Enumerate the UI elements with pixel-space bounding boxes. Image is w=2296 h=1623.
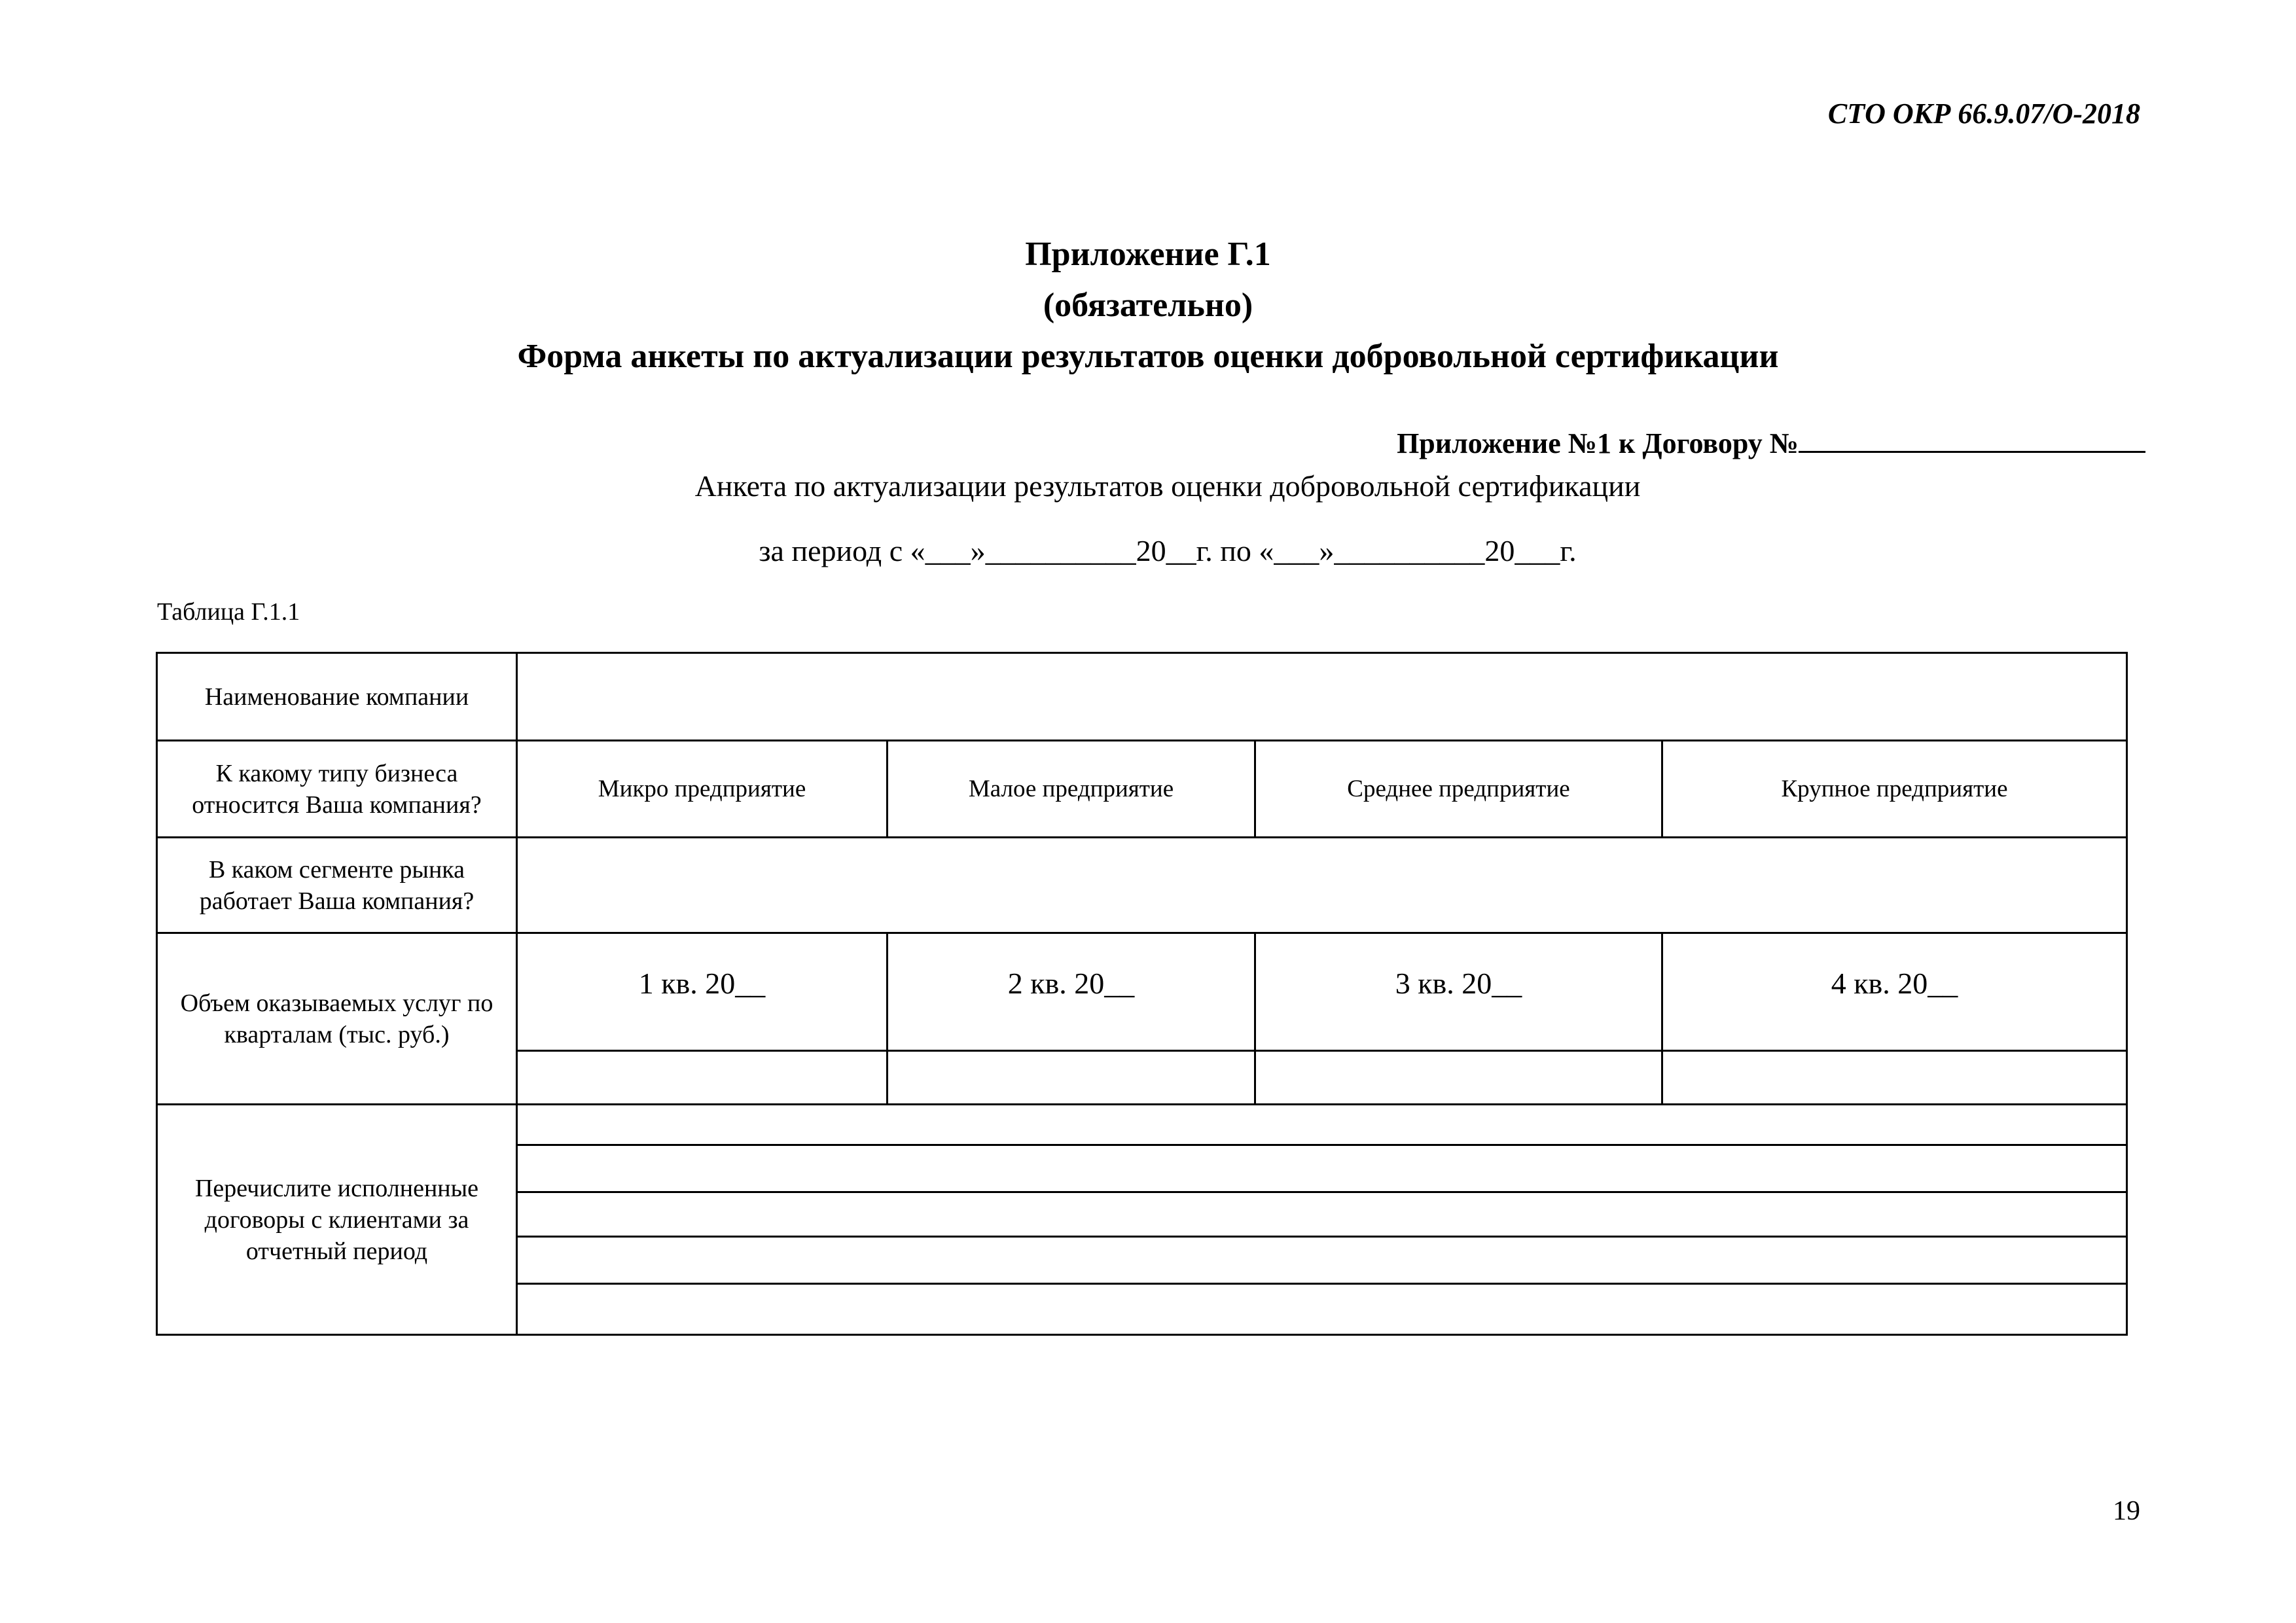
- table-caption: Таблица Г.1.1: [157, 598, 300, 626]
- table-row: [157, 933, 2127, 1051]
- business-type-small[interactable]: Малое предприятие: [888, 741, 1255, 838]
- quarter-3-header: 3 кв. 20__: [1255, 933, 1662, 1051]
- business-type-large[interactable]: Крупное предприятие: [1662, 741, 2127, 838]
- quarter-2-value[interactable]: [888, 1051, 1255, 1105]
- appendix-title: [0, 229, 2296, 382]
- appendix-number: Приложение Г.1: [1025, 236, 1271, 273]
- quarter-1-value[interactable]: [517, 1051, 888, 1105]
- table-row: [157, 741, 2127, 838]
- contract-entry-1[interactable]: [517, 1105, 2127, 1145]
- business-type-micro[interactable]: Микро предприятие: [517, 741, 888, 838]
- quarter-4-value[interactable]: [1662, 1051, 2127, 1105]
- period-line: за период с «___»__________20__г. по «___»__________20___г.: [759, 534, 1577, 567]
- contracts-label: Перечислите исполненные договоры с клиентами за отчетный период: [157, 1105, 517, 1335]
- contract-entry-3[interactable]: [517, 1192, 2127, 1237]
- table-row: [157, 838, 2127, 933]
- contract-reference: [1397, 422, 2145, 460]
- company-name-field[interactable]: [517, 653, 2127, 741]
- table-row: [157, 1105, 2127, 1145]
- market-segment-label: В каком сегменте рынка работает Ваша компания?: [157, 838, 517, 933]
- survey-title: Анкета по актуализации результатов оценки добровольной сертификации: [694, 469, 1641, 503]
- contract-entry-5[interactable]: [517, 1284, 2127, 1335]
- quarter-1-header: 1 кв. 20__: [517, 933, 888, 1051]
- quarter-4-header: 4 кв. 20__: [1662, 933, 2127, 1051]
- business-type-label: К какому типу бизнеса относится Ваша компания?: [157, 741, 517, 838]
- quarter-2-header: 2 кв. 20__: [888, 933, 1255, 1051]
- quarter-3-value[interactable]: [1255, 1051, 1662, 1105]
- business-type-medium[interactable]: Среднее предприятие: [1255, 741, 1662, 838]
- contract-number-blank[interactable]: [1799, 422, 2145, 453]
- market-segment-field[interactable]: [517, 838, 2127, 933]
- contract-label: Приложение №1 к Договору №: [1397, 427, 1799, 459]
- page-number: 19: [2113, 1496, 2140, 1526]
- volume-label: Объем оказываемых услуг по кварталам (тыс. руб.): [157, 933, 517, 1105]
- contract-entry-4[interactable]: [517, 1237, 2127, 1284]
- document-code: СТО ОКР 66.9.07/О-2018: [1827, 98, 2140, 130]
- appendix-status: (обязательно): [1043, 287, 1253, 324]
- appendix-form-title: Форма анкеты по актуализации результатов оценки добровольной сертификации: [517, 338, 1779, 375]
- table-row: [157, 653, 2127, 741]
- survey-table: [156, 652, 2128, 1336]
- contract-entry-2[interactable]: [517, 1145, 2127, 1192]
- company-name-label: Наименование компании: [157, 653, 517, 741]
